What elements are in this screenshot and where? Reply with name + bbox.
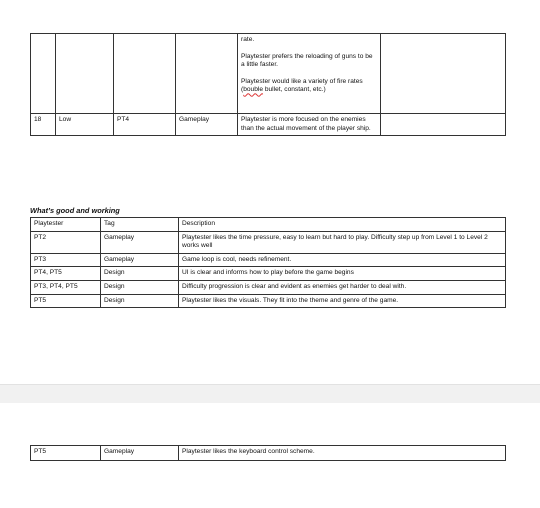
page-separator bbox=[0, 384, 540, 404]
playtester-cell: PT4 bbox=[114, 114, 176, 136]
description-cell: Playtester is more focused on the enemies than the actual movement of the player ship. bbox=[238, 114, 381, 136]
table-row bbox=[31, 446, 506, 461]
description-text: Playtester prefers the reloading of guns to be a little faster. bbox=[241, 52, 373, 69]
column-header: Description bbox=[179, 218, 506, 232]
text-fragment: bullet, constant, etc.) bbox=[263, 86, 326, 94]
table-cell bbox=[176, 34, 238, 114]
description-cell bbox=[238, 34, 381, 114]
playtester-cell: PT5 bbox=[31, 446, 101, 461]
good-and-working-table bbox=[30, 217, 506, 308]
table-cell bbox=[381, 114, 506, 136]
feedback-table bbox=[30, 33, 506, 136]
row-number: 18 bbox=[31, 114, 56, 136]
tag-cell: Gameplay bbox=[101, 446, 179, 461]
playtester-cell: PT2 bbox=[31, 231, 101, 253]
tag-cell: Gameplay bbox=[101, 253, 179, 267]
description-cell: UI is clear and informs how to play before the game begins bbox=[179, 267, 506, 281]
table-row bbox=[31, 280, 506, 294]
table-cell bbox=[381, 34, 506, 114]
description-cell: Playtester likes the visuals. They fit into the theme and genre of the game. bbox=[179, 294, 506, 308]
section-heading: What’s good and working bbox=[30, 206, 120, 215]
priority-cell: Low bbox=[56, 114, 114, 136]
playtester-cell: PT4, PT5 bbox=[31, 267, 101, 281]
column-header: Tag bbox=[101, 218, 179, 232]
column-header: Playtester bbox=[31, 218, 101, 232]
table-row bbox=[31, 231, 506, 253]
description-text bbox=[241, 78, 377, 95]
tag-cell: Design bbox=[101, 267, 179, 281]
misspelled-word: bouble bbox=[243, 86, 264, 94]
description-cell: Playtester likes the time pressure, easy to learn but hard to play. Difficulty step up from Level 1 to Level 2 works well bbox=[179, 231, 506, 253]
tag-cell: Design bbox=[101, 280, 179, 294]
tag-cell: Gameplay bbox=[101, 231, 179, 253]
table-row bbox=[31, 267, 506, 281]
tag-cell: Gameplay bbox=[176, 114, 238, 136]
table-header-row bbox=[31, 218, 506, 232]
table-row bbox=[31, 34, 506, 114]
description-cell: Game loop is cool, needs refinement. bbox=[179, 253, 506, 267]
playtester-cell: PT5 bbox=[31, 294, 101, 308]
playtester-cell: PT3 bbox=[31, 253, 101, 267]
text-fragment: Playtester would like a variety of fire rates ( bbox=[241, 77, 363, 94]
table-cell bbox=[31, 34, 56, 114]
description-text: rate. bbox=[241, 36, 255, 43]
tag-cell: Design bbox=[101, 294, 179, 308]
document-page-2 bbox=[0, 403, 540, 508]
description-cell: Difficulty progression is clear and evident as enemies get harder to deal with. bbox=[179, 280, 506, 294]
good-and-working-table-continued bbox=[30, 445, 506, 461]
playtester-cell: PT3, PT4, PT5 bbox=[31, 280, 101, 294]
table-row bbox=[31, 114, 506, 136]
description-cell: Playtester likes the keyboard control scheme. bbox=[179, 446, 506, 461]
table-row bbox=[31, 253, 506, 267]
table-row bbox=[31, 294, 506, 308]
table-cell bbox=[56, 34, 114, 114]
table-cell bbox=[114, 34, 176, 114]
